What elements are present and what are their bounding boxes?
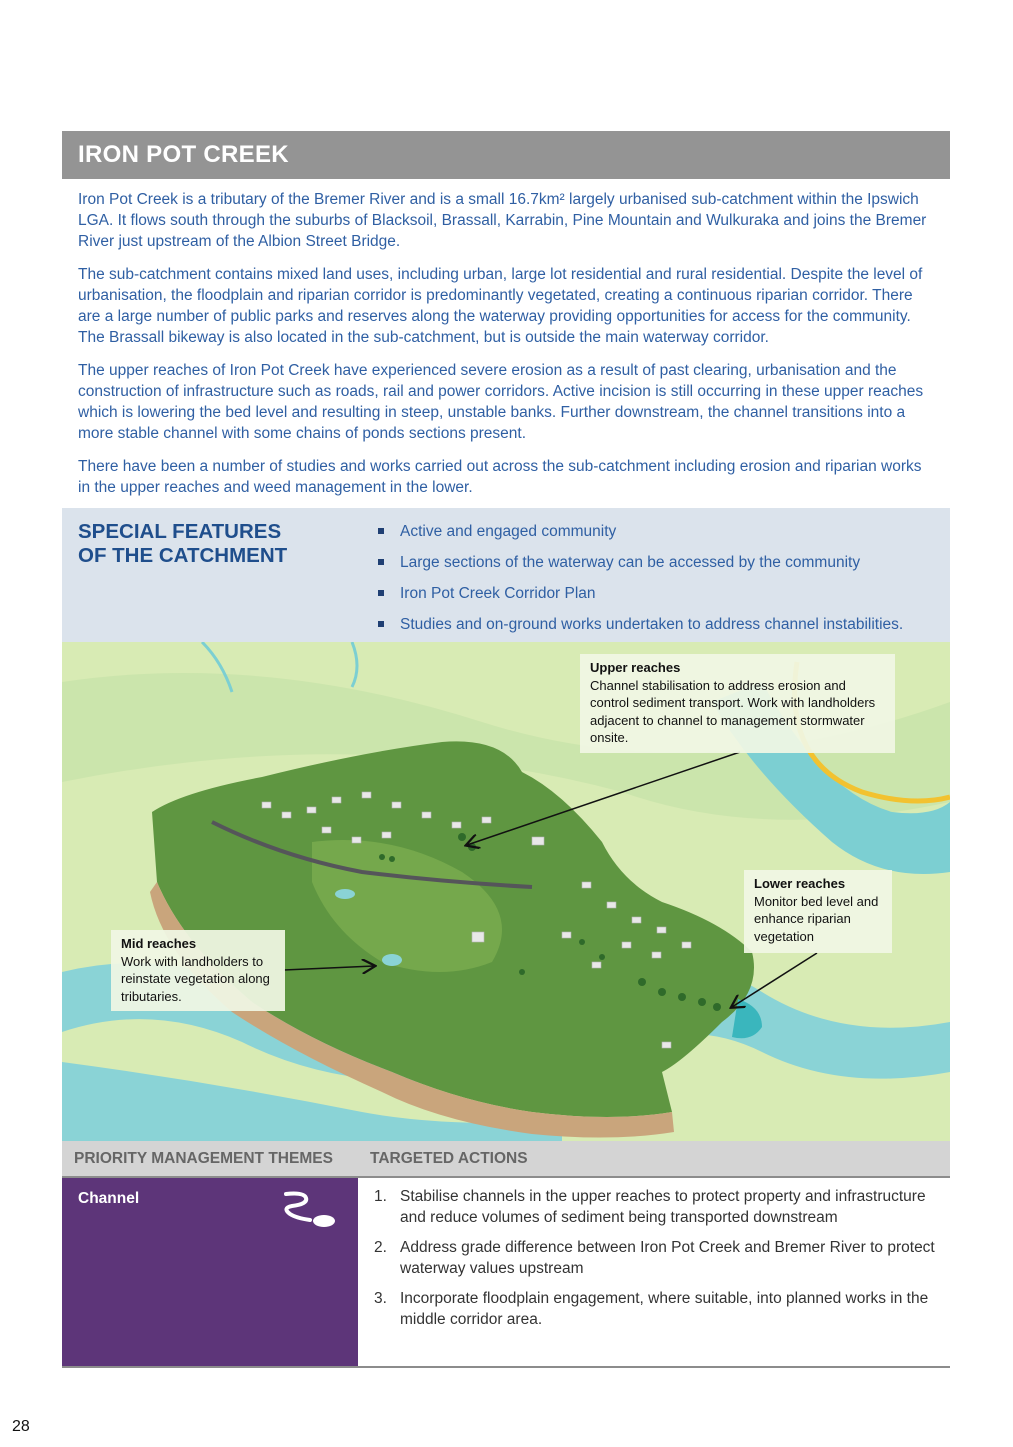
callout-lower-reaches (744, 870, 892, 953)
intro-paragraph: The sub-catchment contains mixed land uses, including urban, large lot residential and rural residential. Despite the level of urbanisation, the floodplain and riparian corridor is predominantly vegetated, creating a continuous riparian corridor. There are a large number of public parks and reserves along the waterway providing opportunities for access for the community. The Brassall bikeway is also located in the sub-catchment, but is outside the main waterway corridor. (78, 266, 923, 346)
callout-text: Work with landholders to reinstate vegetation along tributaries. (121, 953, 270, 1004)
feature-item (378, 578, 903, 609)
intro-text (62, 179, 950, 498)
special-features-panel (62, 508, 950, 642)
callout-title: Lower reaches (754, 876, 846, 891)
table-row (62, 1178, 950, 1368)
bullet-icon (378, 528, 384, 534)
feature-item (378, 516, 903, 547)
action-number: 1. (374, 1188, 387, 1205)
targeted-actions (358, 1178, 950, 1366)
feature-text: Iron Pot Creek Corridor Plan (400, 585, 596, 602)
page-content (62, 131, 950, 1368)
catchment-illustration (62, 642, 950, 1141)
bullet-icon (378, 621, 384, 627)
callout-text: Channel stabilisation to address erosion and control sediment transport. Work with landholders adjacent to channel to management stormwater onsite. (590, 677, 876, 745)
special-features-heading-line1: SPECIAL FEATURES (78, 520, 282, 543)
intro-paragraph: There have been a number of studies and works carried out across the sub-catchment including erosion and riparian works in the upper reaches and weed management in the lower. (78, 458, 922, 496)
action-number: 3. (374, 1290, 387, 1307)
theme-label: Channel (78, 1190, 140, 1207)
callout-text: Monitor bed level and enhance riparian vegetation (754, 893, 879, 944)
action-text: Stabilise channels in the upper reaches to protect property and infrastructure and reduce volumes of sediment being transported downstream (400, 1188, 926, 1226)
special-features-heading (78, 520, 328, 568)
col-header-actions: TARGETED ACTIONS (370, 1149, 528, 1167)
page-title: IRON POT CREEK (78, 141, 289, 168)
action-item (374, 1288, 940, 1330)
action-item (374, 1186, 940, 1228)
special-features-list (378, 516, 903, 640)
intro-paragraph: The upper reaches of Iron Pot Creek have experienced severe erosion as a result of past clearing, urbanisation and the construction of infrastructure such as roads, rail and power corridors. Active incision is still occurring in these upper reaches which is lowering the bed level and resulting in steep, unstable banks. Further downstream, the channel transitions into a more stable channel with some chains of ponds sections present. (78, 362, 924, 442)
page-number: 28 (12, 1418, 30, 1435)
action-text: Address grade difference between Iron Pot Creek and Bremer River to protect waterway values upstream (400, 1239, 935, 1277)
feature-item (378, 609, 903, 640)
bullet-icon (378, 559, 384, 565)
feature-text: Studies and on-ground works undertaken to address channel instabilities. (400, 616, 904, 633)
theme-cell (62, 1178, 358, 1366)
callout-upper-reaches (580, 654, 895, 753)
action-item (374, 1237, 940, 1279)
bullet-icon (378, 590, 384, 596)
special-features-heading-line2: OF THE CATCHMENT (78, 544, 288, 567)
title-bar (62, 131, 950, 179)
col-header-themes: PRIORITY MANAGEMENT THEMES (74, 1149, 333, 1167)
action-number: 2. (374, 1239, 387, 1256)
channel-icon (282, 1190, 338, 1230)
callout-title: Mid reaches (121, 936, 197, 951)
action-text: Incorporate floodplain engagement, where suitable, into planned works in the middle corridor area. (400, 1290, 929, 1328)
table-header (62, 1141, 950, 1178)
feature-text: Active and engaged community (400, 523, 617, 540)
intro-paragraph: Iron Pot Creek is a tributary of the Bremer River and is a small 16.7km² largely urbanised sub-catchment within the Ipswich LGA. It flows south through the suburbs of Blacksoil, Brassall, Karrabin, Pine Mountain and Wulkuraka and joins the Bremer River just upstream of the Albion Street Bridge. (78, 191, 927, 250)
feature-item (378, 547, 903, 578)
callout-title: Upper reaches (590, 660, 681, 675)
callout-mid-reaches (111, 930, 285, 1011)
pond (335, 889, 355, 899)
feature-text: Large sections of the waterway can be accessed by the community (400, 554, 861, 571)
pond (382, 954, 402, 966)
actions-list (374, 1186, 940, 1330)
